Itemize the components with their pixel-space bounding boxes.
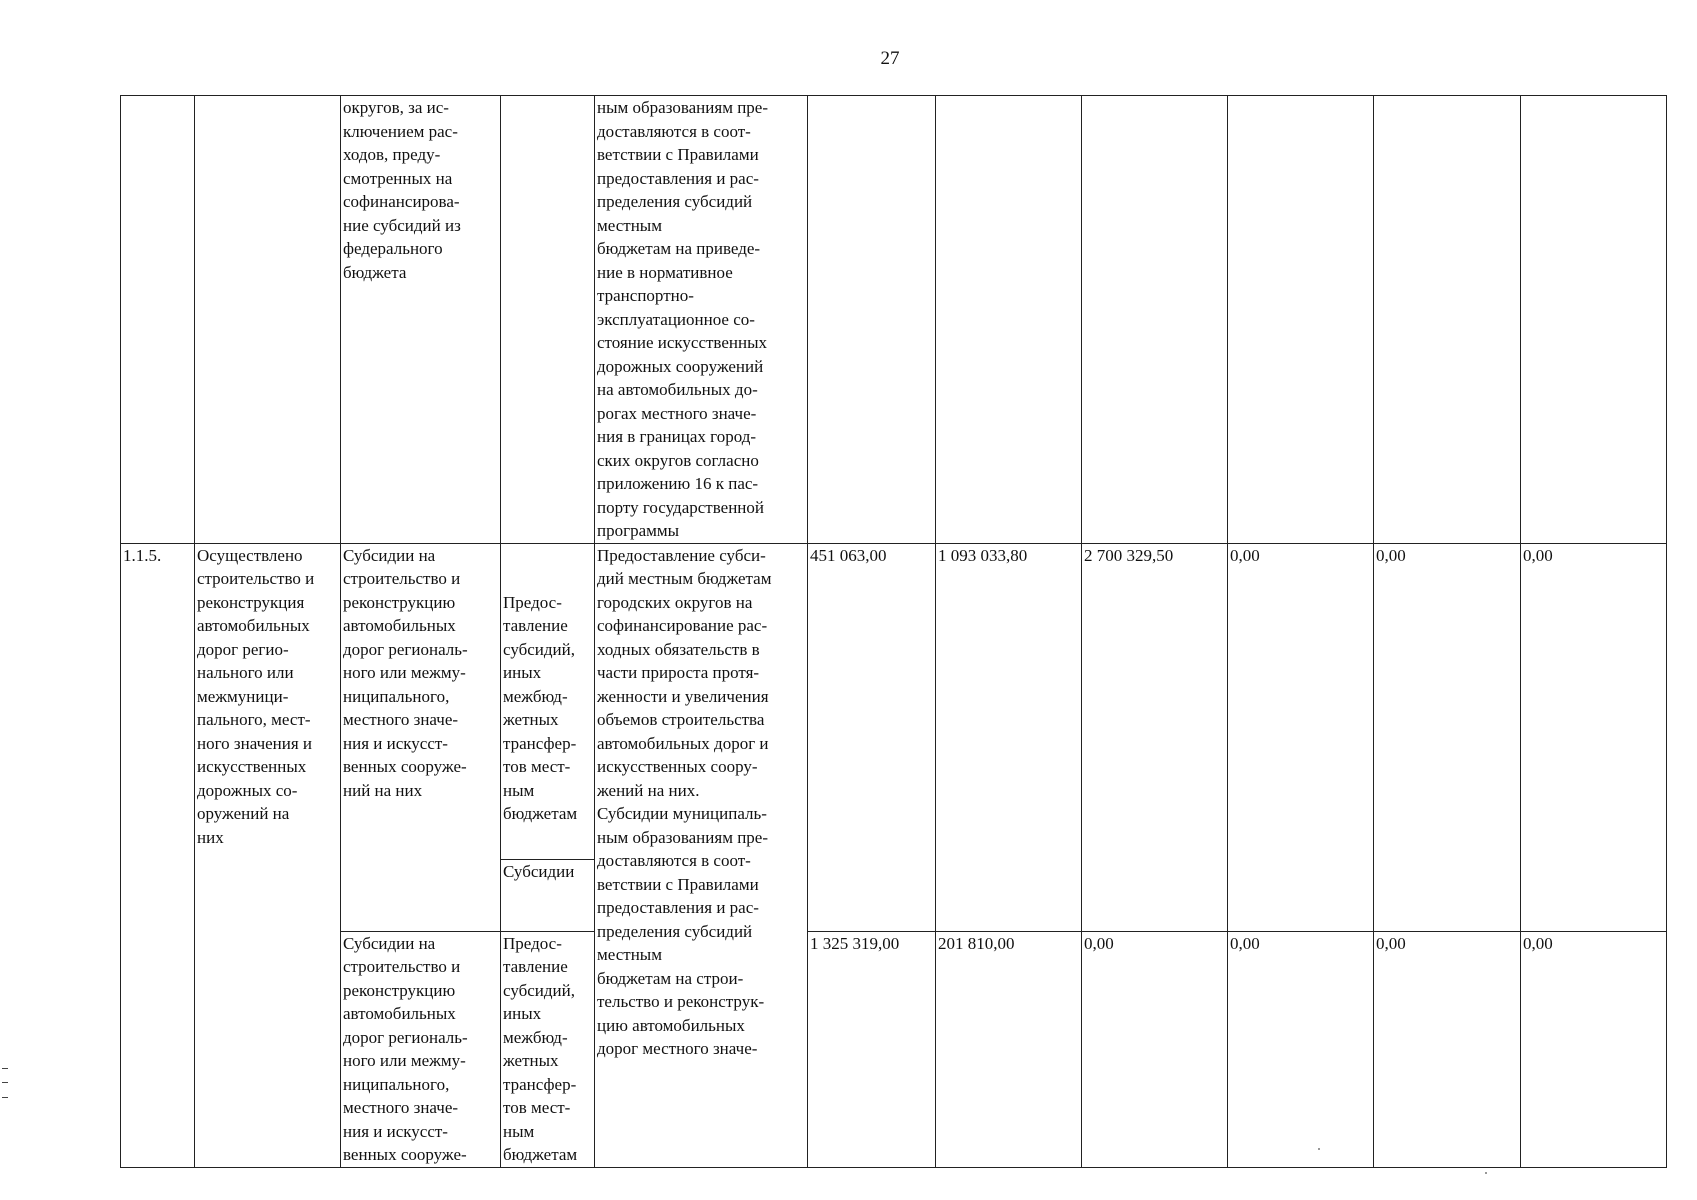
cell-value-3: 0,00: [1082, 931, 1228, 1167]
scan-speck: [1318, 1148, 1320, 1150]
cell-value-4: 0,00: [1228, 543, 1374, 931]
cell-value-empty: [1228, 96, 1374, 544]
cell-item-number: 1.1.5.: [121, 543, 195, 1167]
subsidy-type-text: Предос- тавление субсидий, иных межбюд- жетных трансфер- тов мест- ным бюджетам: [503, 592, 578, 823]
cell-value-empty: [1374, 96, 1521, 544]
table-row-continuation: [121, 96, 1667, 544]
cell-type-empty: [501, 96, 595, 544]
cell-item-name: Осуществлено строительство и реконструкция автомобильных дорог регио- нального или межмуници- пального, мест- ного значения и искусственных дорожных со- оружений на них: [195, 543, 341, 1167]
cell-value-5: 0,00: [1374, 931, 1521, 1167]
cell-subsidy-continuation: округов, за ис- ключением рас- ходов, преду- смотренных на софинансирова- ние субсидий из федерального бюджета: [341, 96, 501, 544]
cell-value-empty: [936, 96, 1082, 544]
cell-value-empty: [1521, 96, 1667, 544]
scan-speck: [1485, 1172, 1487, 1174]
cell-subsidy-type: Предос- тавление субсидий, иных межбюд- жетных трансфер- тов мест- ным бюджетам: [501, 931, 595, 1167]
cell-subsidy-name: Субсидии на строительство и реконструкцию автомобильных дорог региональ- ного или межму- ниципального, местного значе- ния и искусст- венных сооруже- ний на них: [341, 543, 501, 931]
cell-value-1: 451 063,00: [808, 543, 936, 931]
cell-value-6: 0,00: [1521, 543, 1667, 931]
cell-value-2: 1 093 033,80: [936, 543, 1082, 931]
program-table: [120, 95, 1667, 1168]
cell-value-5: 0,00: [1374, 543, 1521, 931]
cell-value-empty: [808, 96, 936, 544]
cell-value-empty: [1082, 96, 1228, 544]
cell-subsidy-name: Субсидии на строительство и реконструкцию автомобильных дорог региональ- ного или межму- ниципального, местного значе- ния и искусст- венных сооруже-: [341, 931, 501, 1167]
page-number: 27: [880, 48, 900, 69]
cell-subsidy-type: [501, 543, 595, 931]
cell-value-1: 1 325 319,00: [808, 931, 936, 1167]
cell-value-4: 0,00: [1228, 931, 1374, 1167]
cell-description-continuation: ным образованиям пре- доставляются в соот- ветствии с Правилами предоставления и рас- пределения субсидий местным бюджетам на приведе- ние в нормативное транспортно- эксплуатационное со- стояние искусственных дорожных сооружений на автомобильных до- рогах местного значе- ния в границах город- ских округов согласно приложению 16 к пас- порту государственной программы: [595, 96, 808, 544]
binding-mark: [2, 1068, 8, 1098]
subsidy-type-continuation: Субсидии: [501, 859, 594, 884]
cell-name-empty: [195, 96, 341, 544]
cell-value-3: 2 700 329,50: [1082, 543, 1228, 931]
cell-value-2: 201 810,00: [936, 931, 1082, 1167]
cell-value-6: 0,00: [1521, 931, 1667, 1167]
table-row-1-1-5-subsidy-1: [121, 543, 1667, 931]
cell-num-empty: [121, 96, 195, 544]
table-row-1-1-5-subsidy-2: [121, 931, 1667, 1167]
cell-description: Предоставление субси- дий местным бюджетам городских округов на софинансирование рас- ходных обязательств в части прироста протя- женности и увеличения объемов строительства автомобильных дорог и искусственных соору- жений на них. Субсидии муниципаль- ным образованиям пре- доставляются в соот- ветствии с Правилами предоставления и рас- пределения субсидий местным бюджетам на строи- тельство и реконструк- цию автомобильных дорог местного значе-: [595, 543, 808, 1167]
